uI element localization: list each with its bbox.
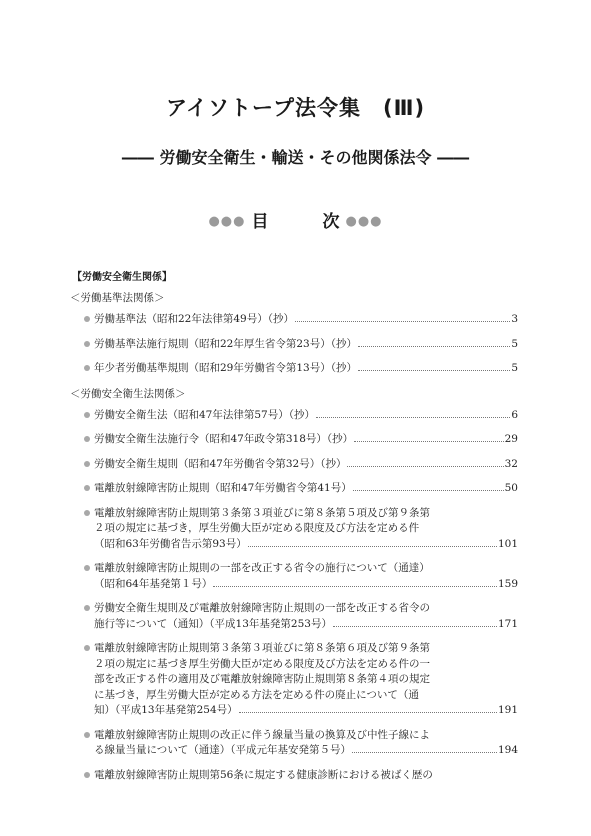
bullet-icon bbox=[84, 605, 90, 611]
toc-entry-last-line bbox=[94, 408, 518, 424]
toc-content bbox=[72, 270, 518, 792]
toc-entry-line: 電離放射線障害防止規則第３条第３項並びに第８条第６項及び第９条第 bbox=[94, 642, 430, 654]
toc-entry-title: （昭和63年労働省告示第93号） bbox=[94, 537, 247, 550]
toc-entry-last-line bbox=[94, 743, 518, 759]
toc-heading-char-1: 目 bbox=[251, 212, 269, 232]
toc-heading-char-2: 次 bbox=[322, 212, 340, 232]
toc-entry-last-line bbox=[94, 312, 518, 328]
toc-entry[interactable] bbox=[72, 481, 518, 497]
decorative-dots-left: ●●● bbox=[208, 214, 246, 229]
page-number: 29 bbox=[504, 433, 518, 445]
page-number: 5 bbox=[511, 362, 518, 374]
toc-entry[interactable] bbox=[72, 312, 518, 328]
toc-entry-last-line bbox=[94, 617, 518, 633]
toc-entry[interactable] bbox=[72, 601, 518, 632]
document-subtitle: ―― 労働安全衛生・輸送・その他関係法令 ―― bbox=[121, 148, 470, 167]
toc-entry-title: 労働安全衛生規則（昭和47年労働省令第32号）（抄） bbox=[94, 457, 347, 470]
section-heading: 【労働安全衛生関係】 bbox=[72, 272, 172, 283]
toc-entry-line: に基づき，厚生労働大臣が定める方法を定める件の廃止について（通 bbox=[94, 688, 419, 701]
group-heading: ＜労働安全衛生法関係＞ bbox=[70, 387, 186, 400]
bullet-icon bbox=[84, 436, 90, 442]
toc-entry[interactable] bbox=[72, 457, 518, 473]
toc-entry[interactable] bbox=[72, 561, 518, 592]
dot-leader bbox=[333, 617, 497, 627]
bullet-icon bbox=[84, 341, 90, 347]
toc-entry-line: ２項の規定に基づき厚生労働大臣が定める限度及び方法を定める件の一 bbox=[94, 657, 430, 670]
toc-entry-title: 労働安全衛生法（昭和47年法律第57号）（抄） bbox=[94, 408, 315, 421]
page-number: 6 bbox=[511, 408, 518, 421]
dot-leader bbox=[352, 743, 497, 753]
document-title: アイソトープ法令集 (Ⅲ) bbox=[165, 96, 426, 120]
bullet-icon bbox=[84, 365, 90, 371]
dot-leader bbox=[358, 337, 510, 347]
bullet-icon bbox=[84, 316, 90, 322]
decorative-dots-right: ●●● bbox=[345, 214, 383, 229]
bullet-icon bbox=[84, 645, 90, 651]
toc-entry[interactable] bbox=[72, 768, 518, 784]
toc-entry-last-line bbox=[94, 481, 518, 497]
toc-entry-line: ２項の規定に基づき，厚生労働大臣が定める限度及び方法を定める件 bbox=[94, 522, 420, 534]
toc-entry-line: 電離放射線障害防止規則の一部を改正する省令の施行について（通達） bbox=[94, 562, 430, 574]
bullet-icon bbox=[84, 510, 90, 516]
bullet-icon bbox=[84, 461, 90, 467]
dot-leader bbox=[295, 312, 510, 322]
dot-leader bbox=[248, 537, 497, 547]
toc-entry-title: 知）（平成13年基発第254号） bbox=[94, 704, 238, 716]
page-number: 191 bbox=[497, 704, 518, 716]
toc-entry-last-line bbox=[94, 457, 518, 473]
toc-entry-title: （昭和64年基発第１号） bbox=[94, 577, 213, 590]
toc-entry-title: 労働基準法施行規則（昭和22年厚生省令第23号）（抄） bbox=[94, 337, 357, 350]
toc-entry-line: 部を改正する件の適用及び電離放射線障害防止規則第８条第４項の規定 bbox=[94, 673, 430, 685]
page-number: 194 bbox=[497, 744, 518, 756]
page-number: 5 bbox=[511, 337, 518, 350]
page-number: 171 bbox=[497, 617, 518, 630]
toc-entry-last-line bbox=[94, 337, 518, 353]
toc-entry-last-line bbox=[94, 577, 518, 593]
toc-heading bbox=[0, 207, 591, 232]
page-number: 32 bbox=[504, 457, 518, 470]
dot-leader bbox=[239, 703, 497, 713]
group-heading: ＜労働基準法関係＞ bbox=[70, 292, 165, 304]
toc-entry-last-line bbox=[94, 703, 518, 719]
bullet-icon bbox=[84, 732, 90, 738]
toc-entry[interactable] bbox=[72, 361, 518, 377]
toc-entry-title: 施行等について（通知）（平成13年基発第253号） bbox=[94, 617, 332, 630]
dot-leader bbox=[353, 481, 504, 491]
toc-entry[interactable] bbox=[72, 432, 518, 448]
dot-leader bbox=[347, 457, 503, 467]
page-number: 50 bbox=[504, 482, 518, 494]
toc-entry-title: る線量当量について（通達）（平成元年基安発第５号） bbox=[94, 744, 352, 756]
toc-entry-title: 電離放射線障害防止規則（昭和47年労働省令第41号） bbox=[94, 482, 352, 494]
page-number: 3 bbox=[511, 313, 518, 325]
bullet-icon bbox=[84, 565, 90, 571]
toc-entry[interactable] bbox=[72, 337, 518, 353]
toc-entry-last-line bbox=[94, 361, 518, 377]
dot-leader bbox=[358, 361, 510, 371]
bullet-icon bbox=[84, 485, 90, 491]
toc-entry-last-line bbox=[94, 432, 518, 448]
bullet-icon bbox=[84, 412, 90, 418]
toc-entry-title: 年少者労働基準規則（昭和29年労働省令第13号）（抄） bbox=[94, 362, 357, 374]
toc-entry[interactable] bbox=[72, 408, 518, 424]
bullet-icon bbox=[84, 772, 90, 778]
page-number: 101 bbox=[497, 537, 518, 550]
dot-leader bbox=[316, 408, 510, 418]
toc-entry-last-line bbox=[94, 537, 518, 553]
toc-entry[interactable] bbox=[72, 506, 518, 553]
toc-entry-line: 労働安全衛生規則及び電離放射線障害防止規則の一部を改正する省令の bbox=[94, 602, 430, 614]
toc-entry-last-line bbox=[94, 768, 518, 784]
toc-entry[interactable] bbox=[72, 641, 518, 719]
toc-entry-title: 電離放射線障害防止規則第56条に規定する健康診断における被ばく歴の bbox=[94, 768, 433, 781]
page-number: 159 bbox=[497, 577, 518, 590]
toc-entry-line: 電離放射線障害防止規則の改正に伴う線量当量の換算及び中性子線によ bbox=[94, 728, 430, 741]
toc-entry-line: 電離放射線障害防止規則第３条第３項並びに第８条第５項及び第９条第 bbox=[94, 506, 430, 519]
dot-leader bbox=[213, 577, 497, 587]
toc-entry-title: 労働基準法（昭和22年法律第49号）（抄） bbox=[94, 313, 294, 325]
toc-entry[interactable] bbox=[72, 728, 518, 759]
dot-leader bbox=[354, 432, 503, 442]
toc-entry-title: 労働安全衛生法施行令（昭和47年政令第318号）（抄） bbox=[94, 433, 354, 445]
